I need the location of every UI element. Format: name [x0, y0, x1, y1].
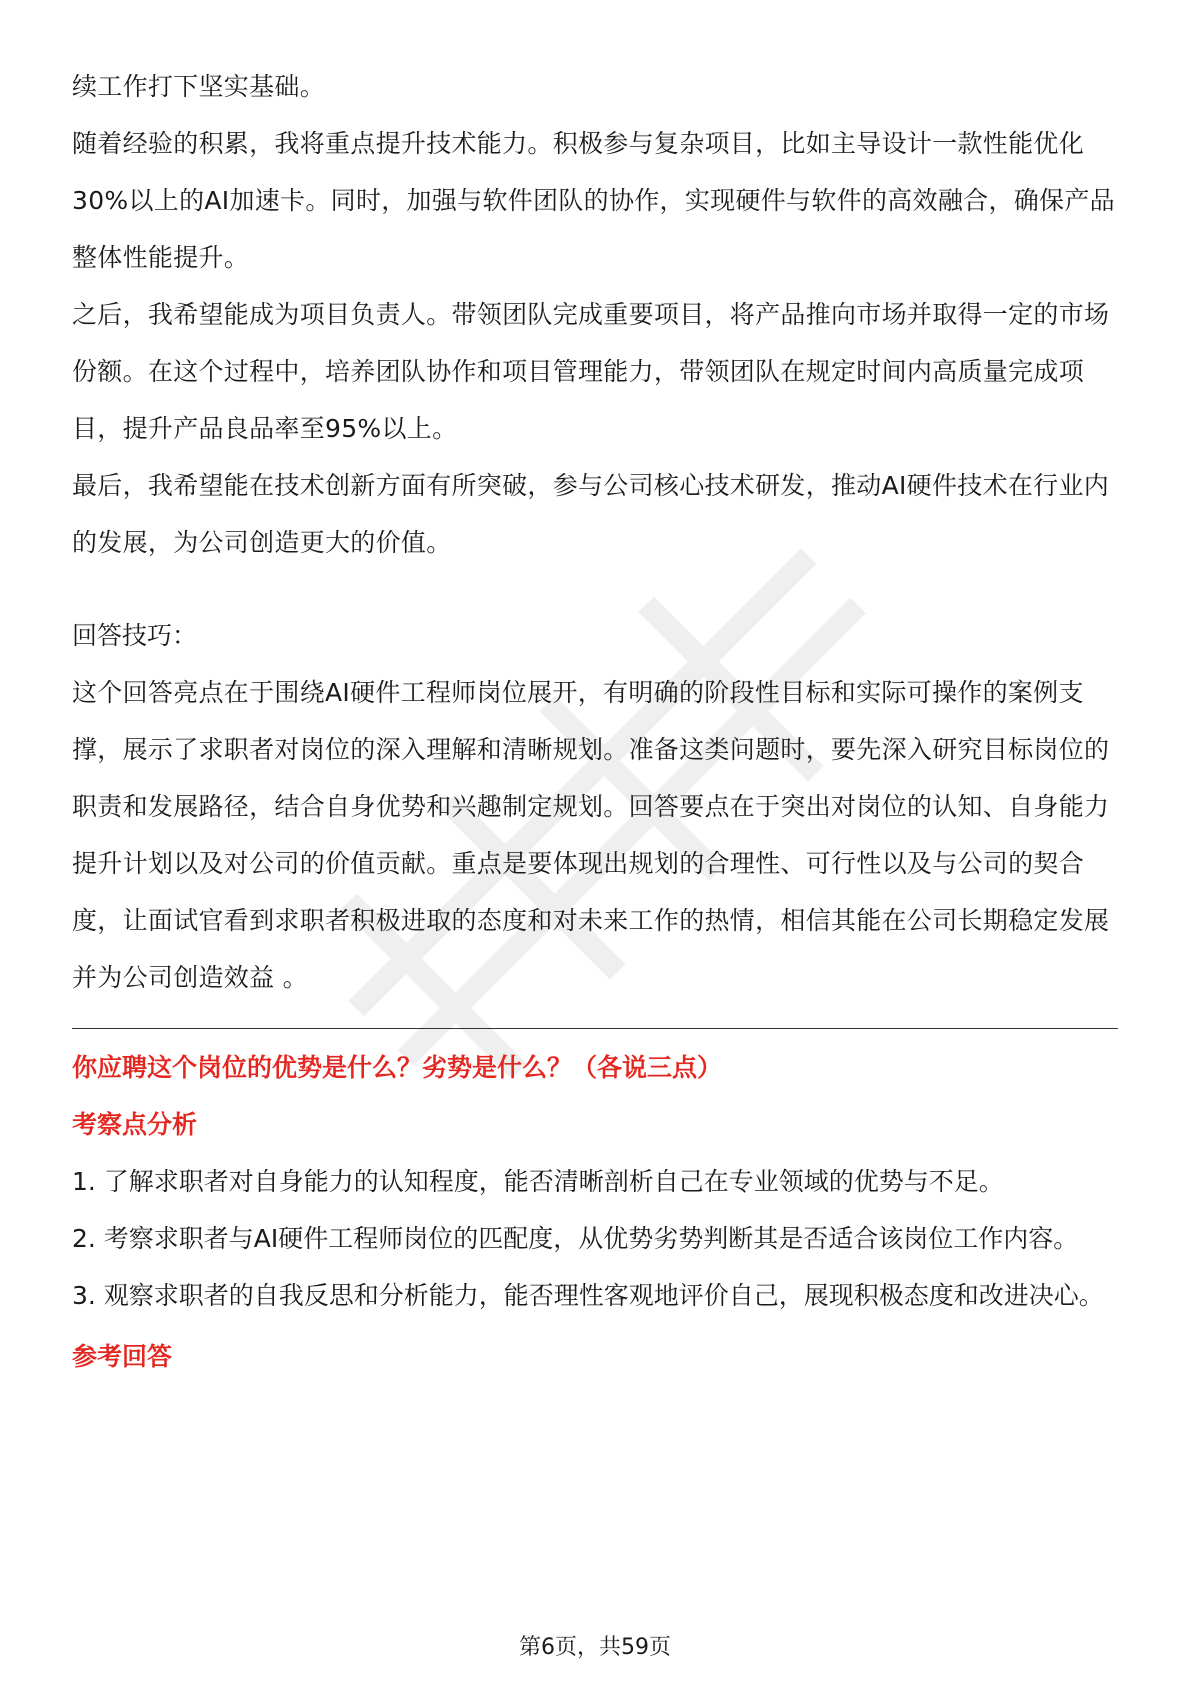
reference-heading: 参考回答: [72, 1342, 173, 1371]
section-divider: [72, 1028, 1118, 1029]
intro-paragraph: 随着经验的积累，我将重点提升技术能力。积极参与复杂项目，比如主导设计一款性能优化30%以上的AI加速卡。同时，加强与软件团队的协作，实现硬件与软件的高效融合，确保产品整体性能提升。: [72, 129, 1115, 272]
question-title: 你应聘这个岗位的优势是什么？劣势是什么？（各说三点）: [72, 1053, 723, 1082]
spacer: [72, 571, 1118, 607]
tips-text: 这个回答亮点在于围绕AI硬件工程师岗位展开，有明确的阶段性目标和实际可操作的案例支撑，展示了求职者对岗位的深入理解和清晰规划。准备这类问题时，要先深入研究目标岗位的职责和发展路径，结合自身优势和兴趣制定规划。回答要点在于突出对岗位的认知、自身能力提升计划以及对公司的价值贡献。重点是要体现出规划的合理性、可行性以及与公司的契合度，让面试官看到求职者积极进取的态度和对未来工作的热情，相信其能在公司长期稳定发展并为公司创造效益 。: [72, 678, 1110, 992]
analysis-point: 2. 考察求职者与AI硬件工程师岗位的匹配度，从优势劣势判断其是否适合该岗位工作内容。: [72, 1224, 1079, 1253]
intro-paragraph: 续工作打下坚实基础。: [72, 72, 326, 101]
page-content: [72, 58, 1118, 1385]
tips-label: 回答技巧：: [72, 621, 198, 650]
analysis-heading: 考察点分析: [72, 1110, 198, 1139]
analysis-point: 1. 了解求职者对自身能力的认知程度，能否清晰剖析自己在专业领域的优势与不足。: [72, 1167, 1004, 1196]
page-number: 第6页，共59页: [519, 1635, 671, 1660]
analysis-point: 3. 观察求职者的自我反思和分析能力，能否理性客观地评价自己，展现积极态度和改进决心。: [72, 1281, 1104, 1310]
intro-paragraph: 之后，我希望能成为项目负责人。带领团队完成重要项目，将产品推向市场并取得一定的市场份额。在这个过程中，培养团队协作和项目管理能力，带领团队在规定时间内高质量完成项目，提升产品良品率至95%以上。: [72, 300, 1110, 443]
intro-paragraph: 最后，我希望能在技术创新方面有所突破，参与公司核心技术研发，推动AI硬件技术在行业内的发展，为公司创造更大的价值。: [72, 471, 1110, 557]
